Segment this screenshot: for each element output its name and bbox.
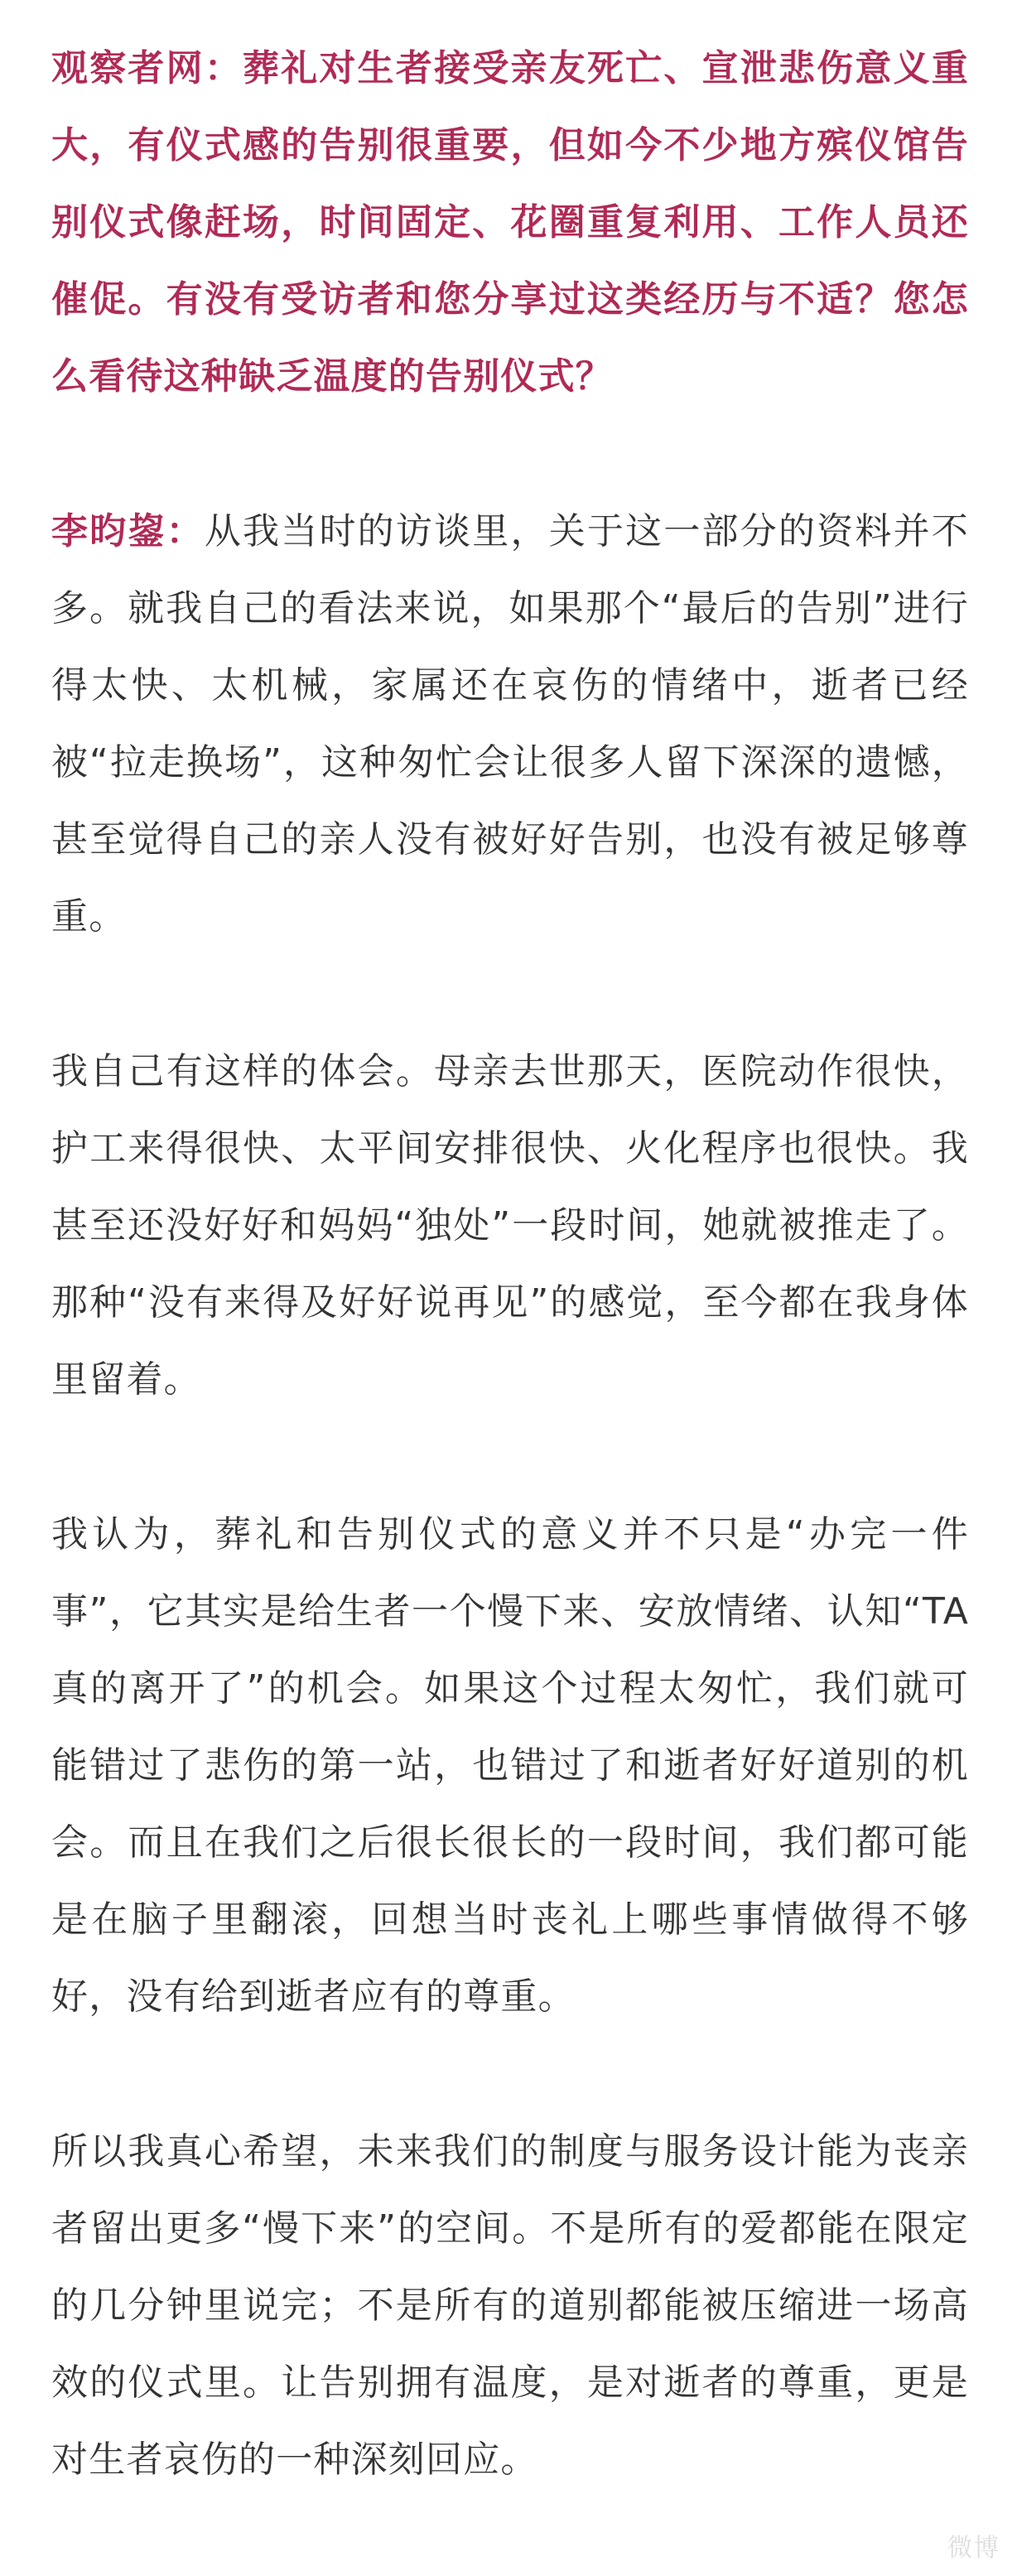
body-paragraph: 所以我真心希望，未来我们的制度与服务设计能为丧亲者留出更多“慢下来”的空间。不是所有的爱都能在限定的几分钟里说完；不是所有的道别都能被压缩进一场高效的仪式里。让告别拥有温度，是对逝者的尊重，更是对生者哀伤的一种深刻回应。	[51, 2130, 969, 2481]
body-paragraph: 我认为，葬礼和告别仪式的意义并不只是“办完一件事”，它其实是给生者一个慢下来、安放情绪、认知“TA真的离开了”的机会。如果这个过程太匆忙，我们就可能错过了悲伤的第一站，也错过了和逝者好好道别的机会。而且在我们之后很长很长的一段时间，我们都可能是在脑子里翻滚，回想当时丧礼上哪些事情做得不够好，没有给到逝者应有的尊重。	[51, 1513, 969, 2018]
watermark: 微博	[947, 2534, 1000, 2563]
interview-question: 观察者网：葬礼对生者接受亲友死亡、宣泄悲伤意义重大，有仪式感的告别很重要，但如今不少地方殡仪馆告别仪式像赶场，时间固定、花圈重复利用、工作人员还催促。有没有受访者和您分享过这类经历与不适？您怎么看待这种缺乏温度的告别仪式？	[51, 47, 969, 398]
article-body	[51, 30, 969, 2576]
interview-answer	[51, 493, 969, 955]
answer-text: 从我当时的访谈里，关于这一部分的资料并不多。就我自己的看法来说，如果那个“最后的告别”进行得太快、太机械，家属还在哀伤的情绪中，逝者已经被“拉走换场”，这种匆忙会让很多人留下深深的遗憾，甚至觉得自己的亲人没有被好好告别，也没有被足够尊重。	[51, 510, 969, 938]
body-paragraph: 我自己有这样的体会。母亲去世那天，医院动作很快，护工来得很快、太平间安排很快、火化程序也很快。我甚至还没好好和妈妈“独处”一段时间，她就被推走了。那种“没有来得及好好说再见”的感觉，至今都在我身体里留着。	[51, 1050, 969, 1401]
speaker-name: 李昀鋆：	[51, 510, 205, 552]
